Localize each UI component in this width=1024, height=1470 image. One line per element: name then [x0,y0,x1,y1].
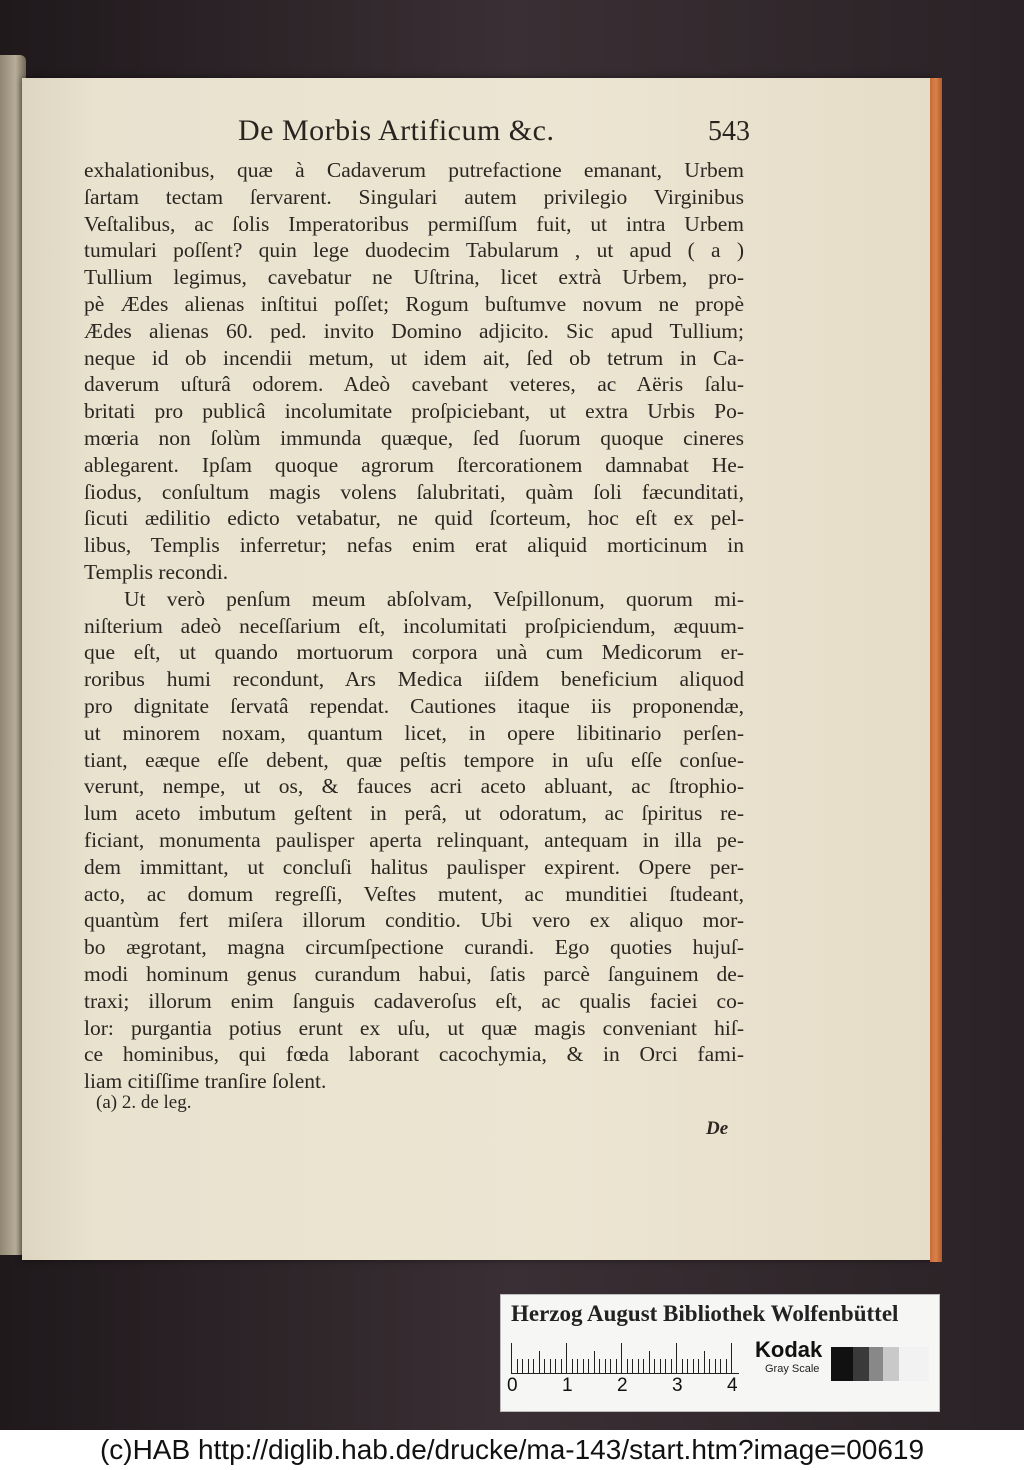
text-line: bo ægrotant, magna circumſpectione curandi. Ego quoties hujuſ- [84,935,744,960]
ruler-tick [517,1359,518,1373]
ruler-tick [638,1359,639,1373]
library-color-card [500,1294,940,1412]
text-line: quantùm fert miſera illorum conditio. Ubi vero ex aliquo mor- [84,908,744,933]
ruler-tick [676,1343,677,1373]
ruler-tick [698,1359,699,1373]
ruler-tick [704,1351,705,1373]
ruler-tick [566,1343,567,1373]
text-line: pro dignitate ſervatâ rependat. Cautiones itaque iis proponendæ, [84,693,744,718]
ruler-number: 1 [562,1375,573,1396]
text-line: ſiodus, conſultum magis volens ſalubritati, quàm ſoli fæcunditati, [84,479,744,504]
scale-ruler [511,1337,739,1374]
ruler-tick [528,1359,529,1373]
ruler-tick [539,1351,540,1373]
text-line: lum aceto imbutum geſtent in perâ, ut odoratum, ac ſpiritus re- [84,801,744,826]
text-line: ut minorem noxam, quantum licet, in opere libitinario perſen- [84,720,744,745]
ruler-tick [671,1359,672,1373]
text-line: Templis recondi. [84,559,229,584]
text-line: ablegarent. Ipſam quoque agrorum ſtercorationem damnabat He- [84,452,744,477]
gray-scale-swatches [831,1347,929,1381]
ruler-tick [632,1359,633,1373]
footnote: (a) 2. de leg. [96,1092,192,1113]
ruler-tick [610,1359,611,1373]
text-line: verunt, nempe, ut os, & fauces acri aceto abluant, ac ſtrophio- [84,774,744,799]
ruler-number: 3 [672,1375,683,1396]
ruler-number: 0 [507,1375,518,1396]
gray-swatch [899,1347,929,1381]
ruler-tick [522,1359,523,1373]
ruler-tick [594,1351,595,1373]
ruler-tick [605,1359,606,1373]
text-line: daverum uſturâ odorem. Adeò cavebant veteres, ac Aëris ſalu- [84,372,744,397]
ruler-number: 2 [617,1375,628,1396]
ruler-numbers [507,1375,751,1401]
text-line: traxi; illorum enim ſanguis cadaveroſus eſt, ac qualis faciei co- [84,988,744,1013]
text-line: Veſtalibus, ac ſolis Imperatoribus permiſſum fuit, ut intra Urbem [84,211,744,236]
ruler-tick [643,1359,644,1373]
gray-scale-label: Gray Scale [765,1363,820,1375]
text-line: Ut verò penſum meum abſolvam, Veſpillonum, quorum mi- [124,586,744,611]
library-name: Herzog August Bibliothek Wolfenbüttel [511,1301,899,1326]
ruler-tick [616,1359,617,1373]
ruler-tick [621,1343,622,1373]
text-line: roribus humi recondunt, Ars Medica iiſdem beneficium aliquod [84,667,744,692]
ruler-tick [715,1359,716,1373]
ruler-number: 4 [727,1375,738,1396]
text-line: exhalationibus, quæ à Cadaverum putrefactione emanant, Urbem [84,158,744,182]
gray-swatch [853,1347,869,1381]
running-head: De Morbis Artificum &c. [238,114,555,147]
ruler-tick [572,1359,573,1373]
ruler-tick [533,1359,534,1373]
ruler-tick [627,1359,628,1373]
text-line: ce hominibus, qui fœda laborant cacochymia, & in Orci fami- [84,1042,744,1067]
ruler-tick [577,1359,578,1373]
ruler-tick [720,1359,721,1373]
text-line: ſicuti ædilitio edicto vetabatur, ne quid ſcorteum, hoc eſt ex pel- [84,506,744,531]
ruler-tick [687,1359,688,1373]
ruler-tick [665,1359,666,1373]
text-line: pè Ædes alienas inſtitui poſſet; Rogum buſtumve novum ne propè [84,291,744,316]
ruler-tick [654,1359,655,1373]
text-line: mœria non ſolùm immunda quæque, ſed ſuorum quoque cineres [84,425,744,450]
gray-swatch [869,1347,883,1381]
ruler-tick [649,1351,650,1373]
footer-url: (c)HAB http://diglib.hab.de/drucke/ma-143/start.htm?image=00619 [99,1434,925,1465]
ruler-tick [544,1359,545,1373]
ruler-tick [588,1359,589,1373]
text-line: modi hominum genus curandum habui, ſatis parcè ſanguinem de- [84,961,744,986]
ruler-tick [693,1359,694,1373]
gray-swatch [831,1347,853,1381]
ruler-tick [550,1359,551,1373]
text-line: acto, ac domum regreſſi, Veſtes mutent, ac munditiei ſtudeant, [84,881,744,906]
text-line: dem immittant, ut concluſi halitus paulisper expirent. Opere per- [84,854,744,879]
ruler-tick [555,1359,556,1373]
footer-bar [0,1430,1024,1470]
page-number: 543 [708,116,750,147]
catchword: De [706,1118,729,1139]
ruler-tick [561,1359,562,1373]
ruler-tick [511,1343,512,1373]
ruler-tick [731,1343,732,1373]
text-line: britati pro publicâ incolumitate proſpiciebant, ut extra Urbis Po- [84,399,744,424]
text-line: ſartam tectam ſervarent. Singulari autem privilegio Virginibus [84,184,744,209]
ruler-tick [709,1359,710,1373]
text-line: tiant, eæque eſſe debent, quæ peſtis tempore in uſu eſſe conſue- [84,747,744,772]
text-line: lor: purgantia potius erunt ex uſu, ut quæ magis conveniant hiſ- [84,1015,744,1040]
ruler-tick [583,1359,584,1373]
page-fore-edge [930,78,942,1262]
gray-swatch [883,1347,899,1381]
text-line: Ædes alienas 60. ped. invito Domino adjicito. Sic apud Tullium; [84,318,744,343]
ruler-tick [682,1359,683,1373]
text-line: ficiant, monumenta paulisper aperta relinquant, antequam in illa pe- [84,827,744,852]
ruler-tick [660,1359,661,1373]
kodak-logo: Kodak [755,1337,823,1362]
text-line: tumulari poſſent? quin lege duodecim Tabularum , ut apud ( a ) [84,238,744,263]
text-line: que eſt, ut quando mortuorum corpora unà cum Medicorum er- [84,640,744,665]
text-line: libus, Templis inferretur; nefas enim erat aliquid morticinum in [84,533,744,558]
ruler-tick [599,1359,600,1373]
text-line: liam citiſſime tranſire ſolent. [84,1069,327,1094]
text-line: Tullium legimus, cavebatur ne Uſtrina, licet extrà Urbem, pro- [84,265,744,290]
text-line: neque id ob incendii metum, ut idem ait, ſed ob tetrum in Ca- [84,345,744,370]
body-text [84,157,744,1095]
ruler-tick [726,1359,727,1373]
text-line: niſterium adeò neceſſarium eſt, incolumitati proſpiciendum, æquum- [84,613,744,638]
